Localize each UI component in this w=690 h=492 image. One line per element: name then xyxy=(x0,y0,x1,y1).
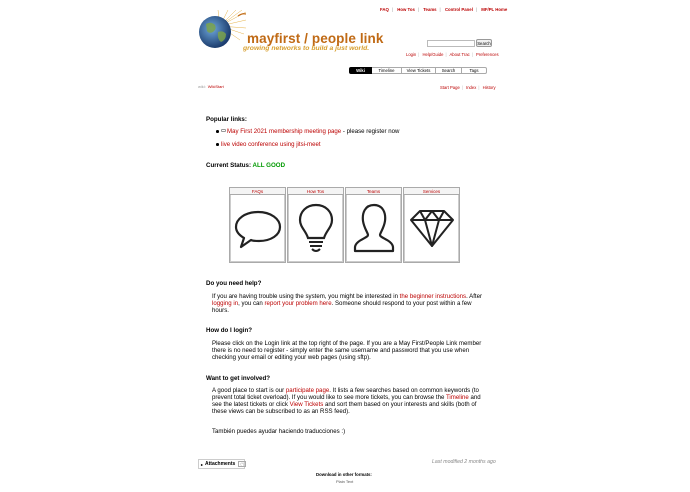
breadcrumb xyxy=(198,84,224,89)
involved-paragraph: A good place to start is our participate page. It lists a few searches based on common keywords (to prevent total ticket overload). If you would like to see more tickets, you can browse the Timeline and see the latest tickets or click View Tickets and sort them based on your interests and skills (both of these views can be subscribed to as an RSS feed). xyxy=(212,387,481,415)
tile-howtos-label[interactable]: How Tos xyxy=(288,188,343,195)
current-status xyxy=(206,162,285,169)
attachments-label: Attachments xyxy=(205,461,236,467)
site-tagline: growing networks to build a just world. xyxy=(243,45,370,52)
external-link-icon xyxy=(221,129,226,132)
list-item-text: - please register now xyxy=(341,128,400,135)
participate-page-link[interactable]: participate page xyxy=(285,387,330,394)
help-guide-link[interactable]: Help/Guide xyxy=(422,52,444,57)
login-paragraph: Please click on the Login link at the top right of the page. If you are a May First/People Link member there is no need to register - simply enter the same username and password that you use when checking your email or editing your web pages (using sftp). xyxy=(212,340,482,361)
last-modified: Last modified 2 months ago xyxy=(432,459,496,465)
chevron-right-icon: ▸ xyxy=(201,461,204,467)
download-formats-heading: Download in other formats: xyxy=(316,472,372,477)
index-link[interactable]: Index xyxy=(466,85,477,90)
report-problem-link[interactable]: report your problem here xyxy=(264,300,332,307)
lightbulb-icon[interactable] xyxy=(296,202,336,254)
meta-nav: Login | Help/Guide | About Trac | Preferences xyxy=(406,52,499,57)
globe-logo-icon[interactable] xyxy=(198,10,246,50)
logging-in-link[interactable]: logging in xyxy=(212,300,239,307)
site-name[interactable]: mayfirst / people link xyxy=(247,31,384,46)
tile-services-label[interactable]: Services xyxy=(404,188,459,195)
login-link[interactable]: Login xyxy=(406,52,417,57)
tile-teams[interactable] xyxy=(345,187,402,263)
plain-text-download-link[interactable]: Plain Text xyxy=(336,479,354,484)
top-nav-faq[interactable]: FAQ xyxy=(380,7,389,12)
status-badge: ALL GOOD xyxy=(252,162,286,169)
top-nav-mfpl-home[interactable]: MF/PL Home xyxy=(481,7,508,12)
list-item xyxy=(221,141,399,154)
tile-teams-label[interactable]: Teams xyxy=(346,188,401,195)
tab-view-tickets[interactable]: View Tickets xyxy=(402,67,436,74)
tab-search[interactable]: Search xyxy=(436,67,462,74)
tab-wiki[interactable]: Wiki xyxy=(349,67,372,74)
search-button[interactable]: Search xyxy=(477,40,491,46)
top-meta-nav: FAQ | How Tos | Teams | Control Panel | MF/PL Home xyxy=(380,7,508,12)
popular-links-heading: Popular links: xyxy=(206,116,247,123)
breadcrumb-prefix: wiki: xyxy=(198,84,206,89)
context-nav: Start Page | Index | History xyxy=(440,85,496,90)
search-input[interactable] xyxy=(427,40,475,47)
breadcrumb-page[interactable]: WikiStart xyxy=(207,84,224,89)
tile-faqs[interactable] xyxy=(229,187,286,263)
list-item xyxy=(221,128,399,141)
main-nav xyxy=(349,67,487,74)
popular-links-list xyxy=(221,128,399,154)
involved-heading: Want to get involved? xyxy=(206,375,271,382)
top-nav-howtos[interactable]: How Tos xyxy=(397,7,415,12)
about-trac-link[interactable]: About Trac xyxy=(449,52,470,57)
login-heading: How do I login? xyxy=(206,327,253,334)
timeline-link[interactable]: Timeline xyxy=(445,394,469,401)
history-link[interactable]: History xyxy=(482,85,496,90)
person-icon[interactable] xyxy=(352,202,396,254)
attachments-toggle[interactable] xyxy=(198,459,245,469)
help-heading: Do you need help? xyxy=(206,280,262,287)
tab-timeline[interactable]: Timeline xyxy=(372,67,402,74)
diamond-icon[interactable] xyxy=(407,208,457,248)
tab-tags[interactable]: Tags xyxy=(462,67,487,74)
membership-meeting-link[interactable]: May First 2021 membership meeting page xyxy=(227,128,342,135)
beginner-instructions-link[interactable]: the beginner instructions xyxy=(399,293,467,300)
status-label: Current Status: xyxy=(206,162,253,169)
help-paragraph: If you are having trouble using the system, you might be interested in the beginner instructions. After logging in, you can report your problem here. Someone should respond to your post within a few hours. xyxy=(212,293,482,314)
tile-howtos[interactable] xyxy=(287,187,344,263)
preferences-link[interactable]: Preferences xyxy=(476,52,499,57)
translations-paragraph: También puedes ayudar haciendo traducciones :) xyxy=(212,428,346,435)
tile-services[interactable] xyxy=(403,187,460,263)
start-page-link[interactable]: Start Page xyxy=(440,85,460,90)
tile-faqs-label[interactable]: FAQs xyxy=(230,188,285,195)
top-nav-teams[interactable]: Teams xyxy=(423,7,437,12)
top-nav-control-panel[interactable]: Control Panel xyxy=(444,7,473,12)
view-tickets-link[interactable]: View Tickets xyxy=(289,401,324,408)
speech-bubble-icon[interactable] xyxy=(233,206,283,251)
video-conference-link[interactable]: live video conference using jitsi-meet xyxy=(221,141,321,148)
attachments-count: (*) xyxy=(240,462,245,466)
